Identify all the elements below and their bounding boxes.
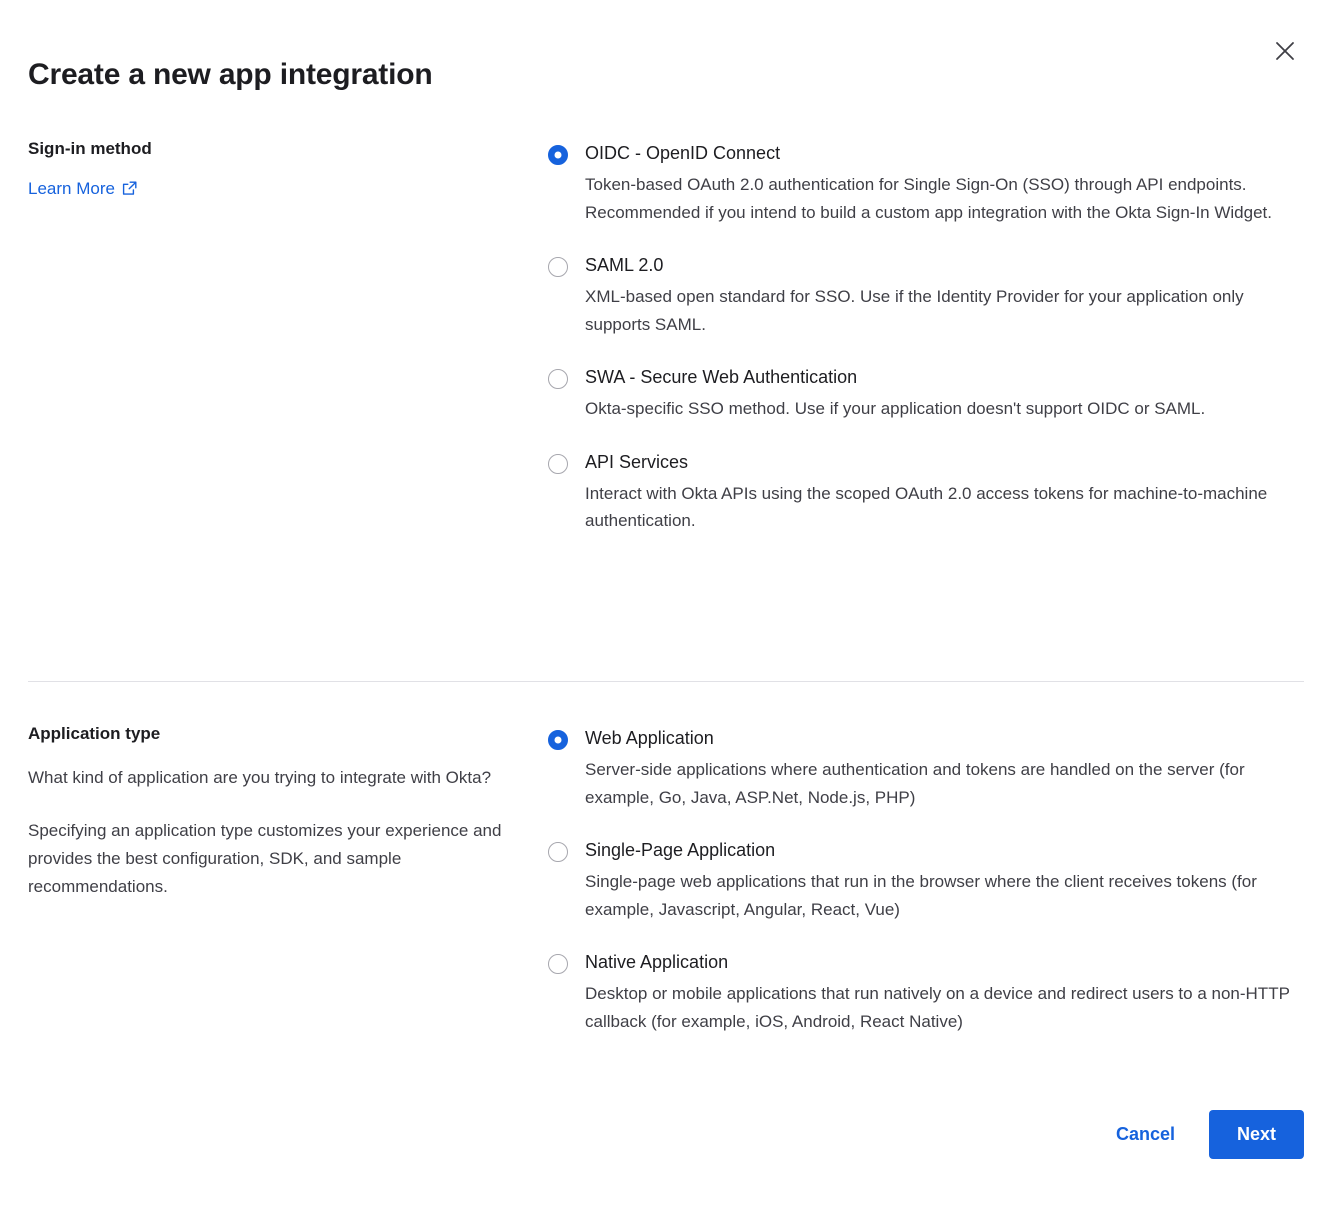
signin-method-heading: Sign-in method <box>28 139 152 158</box>
close-icon[interactable] <box>1268 34 1302 68</box>
option-description: XML-based open standard for SSO. Use if the Identity Provider for your application only supports SAML. <box>585 287 1244 334</box>
application-type-options <box>548 723 1304 1035</box>
option-web-application[interactable] <box>548 725 1304 811</box>
option-single-page-application[interactable] <box>548 837 1304 923</box>
option-label: SWA - Secure Web Authentication <box>585 367 858 388</box>
learn-more-label: Learn More <box>28 178 115 198</box>
radio-web-application[interactable] <box>548 730 568 750</box>
learn-more-link[interactable] <box>28 179 137 199</box>
option-description: Interact with Okta APIs using the scoped OAuth 2.0 access tokens for machine-to-machine authentication. <box>585 483 1268 531</box>
dialog-footer <box>1098 1110 1304 1159</box>
radio-single-page-application[interactable] <box>548 842 568 862</box>
external-link-icon <box>122 181 137 196</box>
radio-api-services[interactable] <box>548 454 568 474</box>
option-saml-2-0[interactable] <box>548 252 1304 338</box>
application-type-section <box>28 723 1304 1035</box>
option-native-application[interactable] <box>548 949 1304 1035</box>
radio-saml-2-0[interactable] <box>548 257 568 277</box>
radio-oidc-openid-connect[interactable] <box>548 145 568 165</box>
option-description: Server-side applications where authentication and tokens are handled on the server (for example, Go, Java, ASP.Net, Node.js, PHP) <box>585 760 1245 807</box>
page-title: Create a new app integration <box>28 58 433 91</box>
option-api-services[interactable] <box>548 449 1304 535</box>
option-label: Native Application <box>585 952 729 973</box>
application-type-paragraph-2: Specifying an application type customizes your experience and provides the best configuration, SDK, and sample recommendations. <box>28 821 502 896</box>
option-swa-secure-web-authentication[interactable] <box>548 364 1304 423</box>
option-oidc-openid-connect[interactable] <box>548 140 1304 226</box>
close-icon-glyph <box>1274 40 1296 62</box>
option-description: Okta-specific SSO method. Use if your application doesn't support OIDC or SAML. <box>585 399 1206 419</box>
next-button[interactable]: Next <box>1209 1110 1304 1159</box>
option-label: Single-Page Application <box>585 840 776 861</box>
signin-method-options <box>548 138 1304 535</box>
application-type-heading: Application type <box>28 724 161 743</box>
section-divider <box>28 681 1304 682</box>
option-label: API Services <box>585 451 689 472</box>
signin-method-left-column <box>28 138 548 199</box>
application-type-left-column <box>28 723 548 900</box>
signin-method-section <box>28 138 1304 535</box>
application-type-paragraph-1: What kind of application are you trying to integrate with Okta? <box>28 767 492 787</box>
option-description: Desktop or mobile applications that run natively on a device and redirect users to a non-HTTP callback (for example, iOS, Android, React Native) <box>585 984 1290 1031</box>
radio-swa-secure-web-authentication[interactable] <box>548 369 568 389</box>
option-description: Single-page web applications that run in the browser where the client receives tokens (for example, Javascript, Angular, React, Vue) <box>585 872 1257 919</box>
option-description: Token-based OAuth 2.0 authentication for Single Sign-On (SSO) through API endpoints. Recommended if you intend to build a custom app integration with the Okta Sign-In Widget. <box>585 175 1272 222</box>
option-label: OIDC - OpenID Connect <box>585 143 781 163</box>
option-label: Web Application <box>585 728 714 748</box>
cancel-button[interactable]: Cancel <box>1098 1112 1193 1157</box>
radio-native-application[interactable] <box>548 954 568 974</box>
option-label: SAML 2.0 <box>585 255 664 276</box>
